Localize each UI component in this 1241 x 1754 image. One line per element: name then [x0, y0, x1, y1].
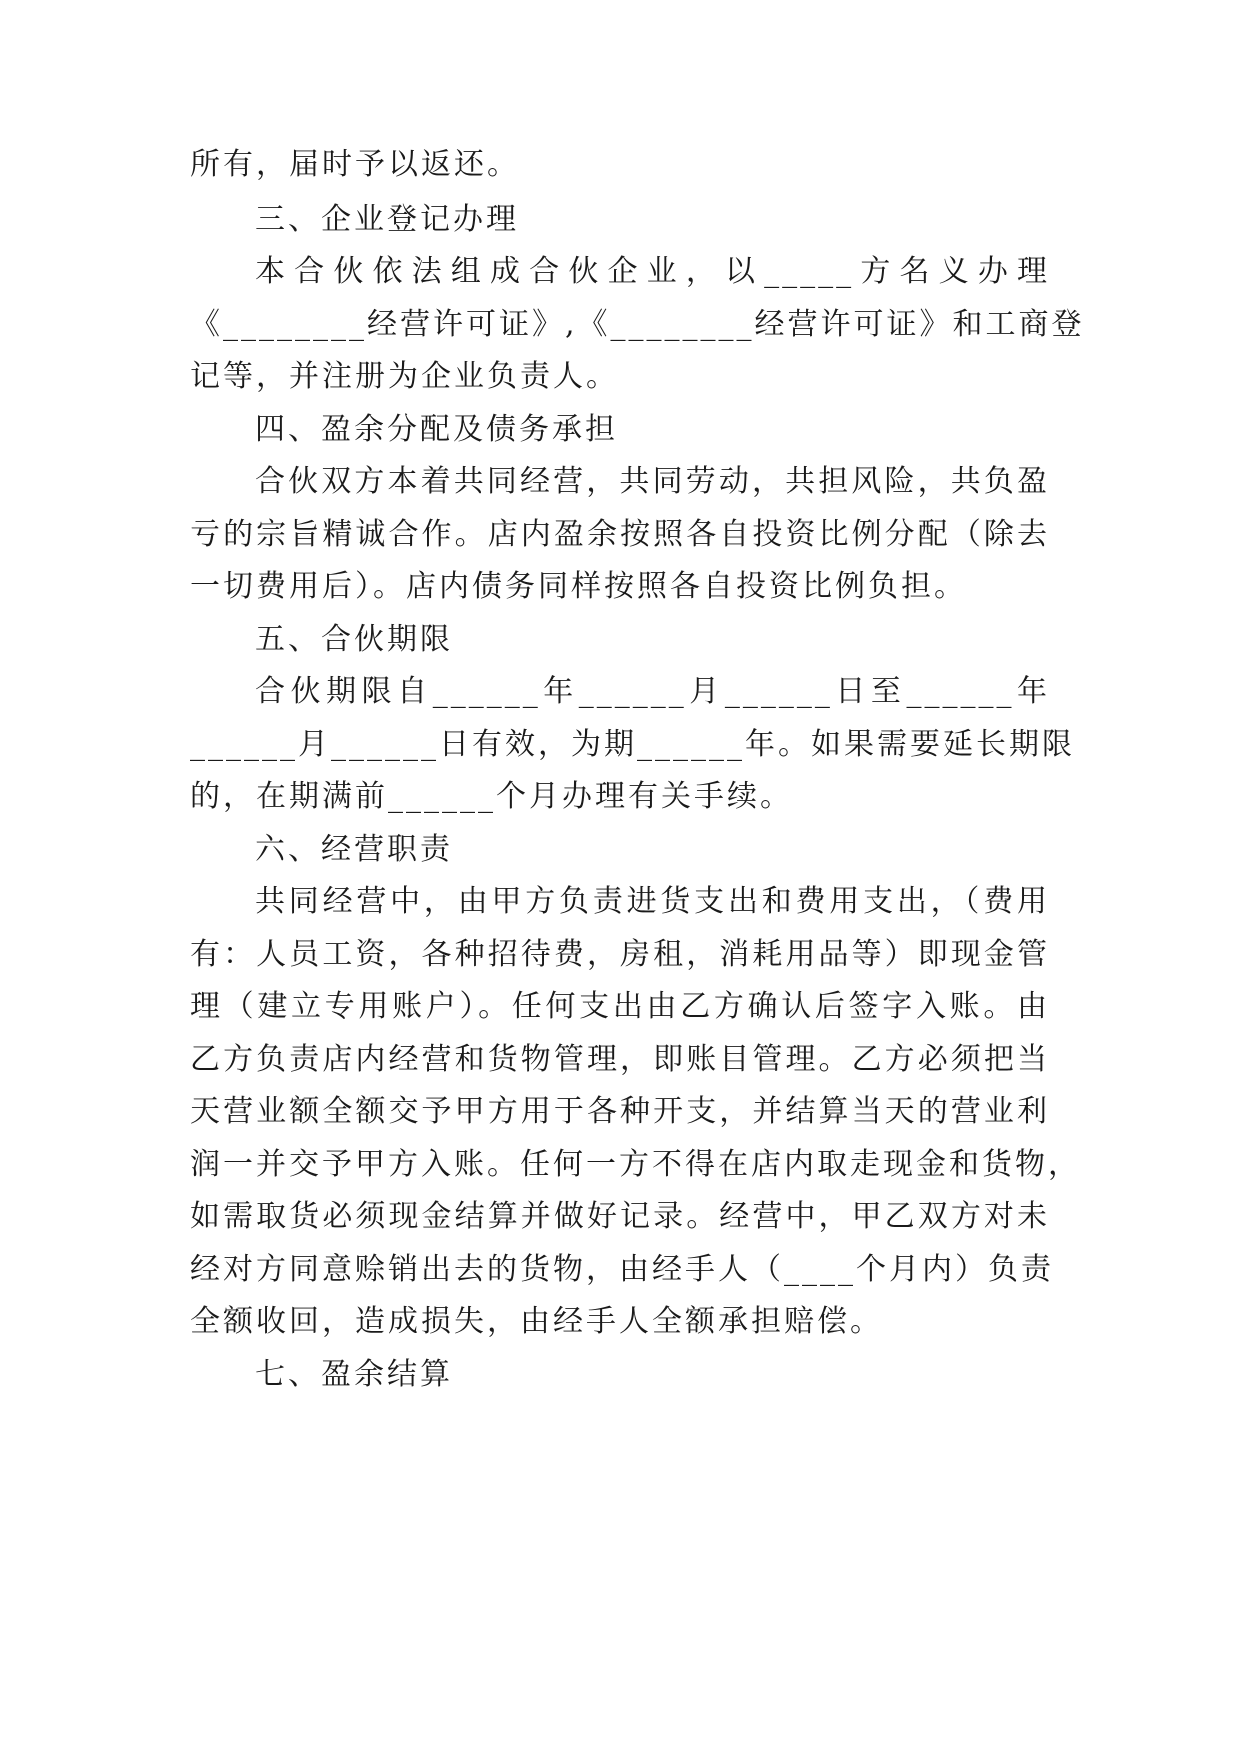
section-heading-registration: 三、企业登记办理	[255, 202, 519, 237]
paragraph-line: 有：人员工资，各种招待费，房租，消耗用品等）即现金管	[190, 937, 1050, 972]
paragraph-line: 天营业额全额交予甲方用于各种开支，并结算当天的营业利	[190, 1094, 1050, 1129]
section-heading-profit-distribution: 四、盈余分配及债务承担	[255, 412, 618, 447]
section-heading-settlement: 七、盈余结算	[255, 1357, 453, 1392]
paragraph-line: ______月______日有效，为期______年。如果需要延长期限	[190, 727, 1075, 762]
paragraph-line: 一切费用后）。店内债务同样按照各自投资比例负担。	[190, 569, 967, 604]
paragraph-line: 如需取货必须现金结算并做好记录。经营中，甲乙双方对未	[190, 1199, 1050, 1234]
paragraph-line: 合伙双方本着共同经营，共同劳动，共担风险，共负盈	[255, 464, 1050, 499]
paragraph-line: 全额收回，造成损失，由经手人全额承担赔偿。	[190, 1304, 883, 1339]
section-heading-duties: 六、经营职责	[255, 832, 453, 867]
paragraph-line: 亏的宗旨精诚合作。店内盈余按照各自投资比例分配（除去	[190, 517, 1050, 552]
paragraph-line: 合伙期限自______年______月______日至______年	[255, 674, 1050, 709]
paragraph-line: 本合伙依法组成合伙企业，以_____方名义办理	[255, 254, 1050, 289]
section-heading-term: 五、合伙期限	[255, 622, 453, 657]
paragraph-line: 所有，届时予以返还。	[190, 147, 520, 182]
paragraph-line: 《________经营许可证》,《________经营许可证》和工商登	[190, 307, 1085, 342]
paragraph-line: 的，在期满前______个月办理有关手续。	[190, 779, 793, 814]
paragraph-line: 乙方负责店内经营和货物管理，即账目管理。乙方必须把当	[190, 1042, 1050, 1077]
paragraph-line: 共同经营中，由甲方负责进货支出和费用支出，（费用	[255, 884, 1050, 919]
paragraph-line: 记等，并注册为企业负责人。	[190, 359, 619, 394]
paragraph-line: 经对方同意赊销出去的货物，由经手人（____个月内）负责	[190, 1252, 1054, 1287]
paragraph-line: 润一并交予甲方入账。任何一方不得在店内取走现金和货物，	[190, 1147, 1081, 1182]
paragraph-line: 理（建立专用账户）。任何支出由乙方确认后签字入账。由	[190, 989, 1050, 1024]
